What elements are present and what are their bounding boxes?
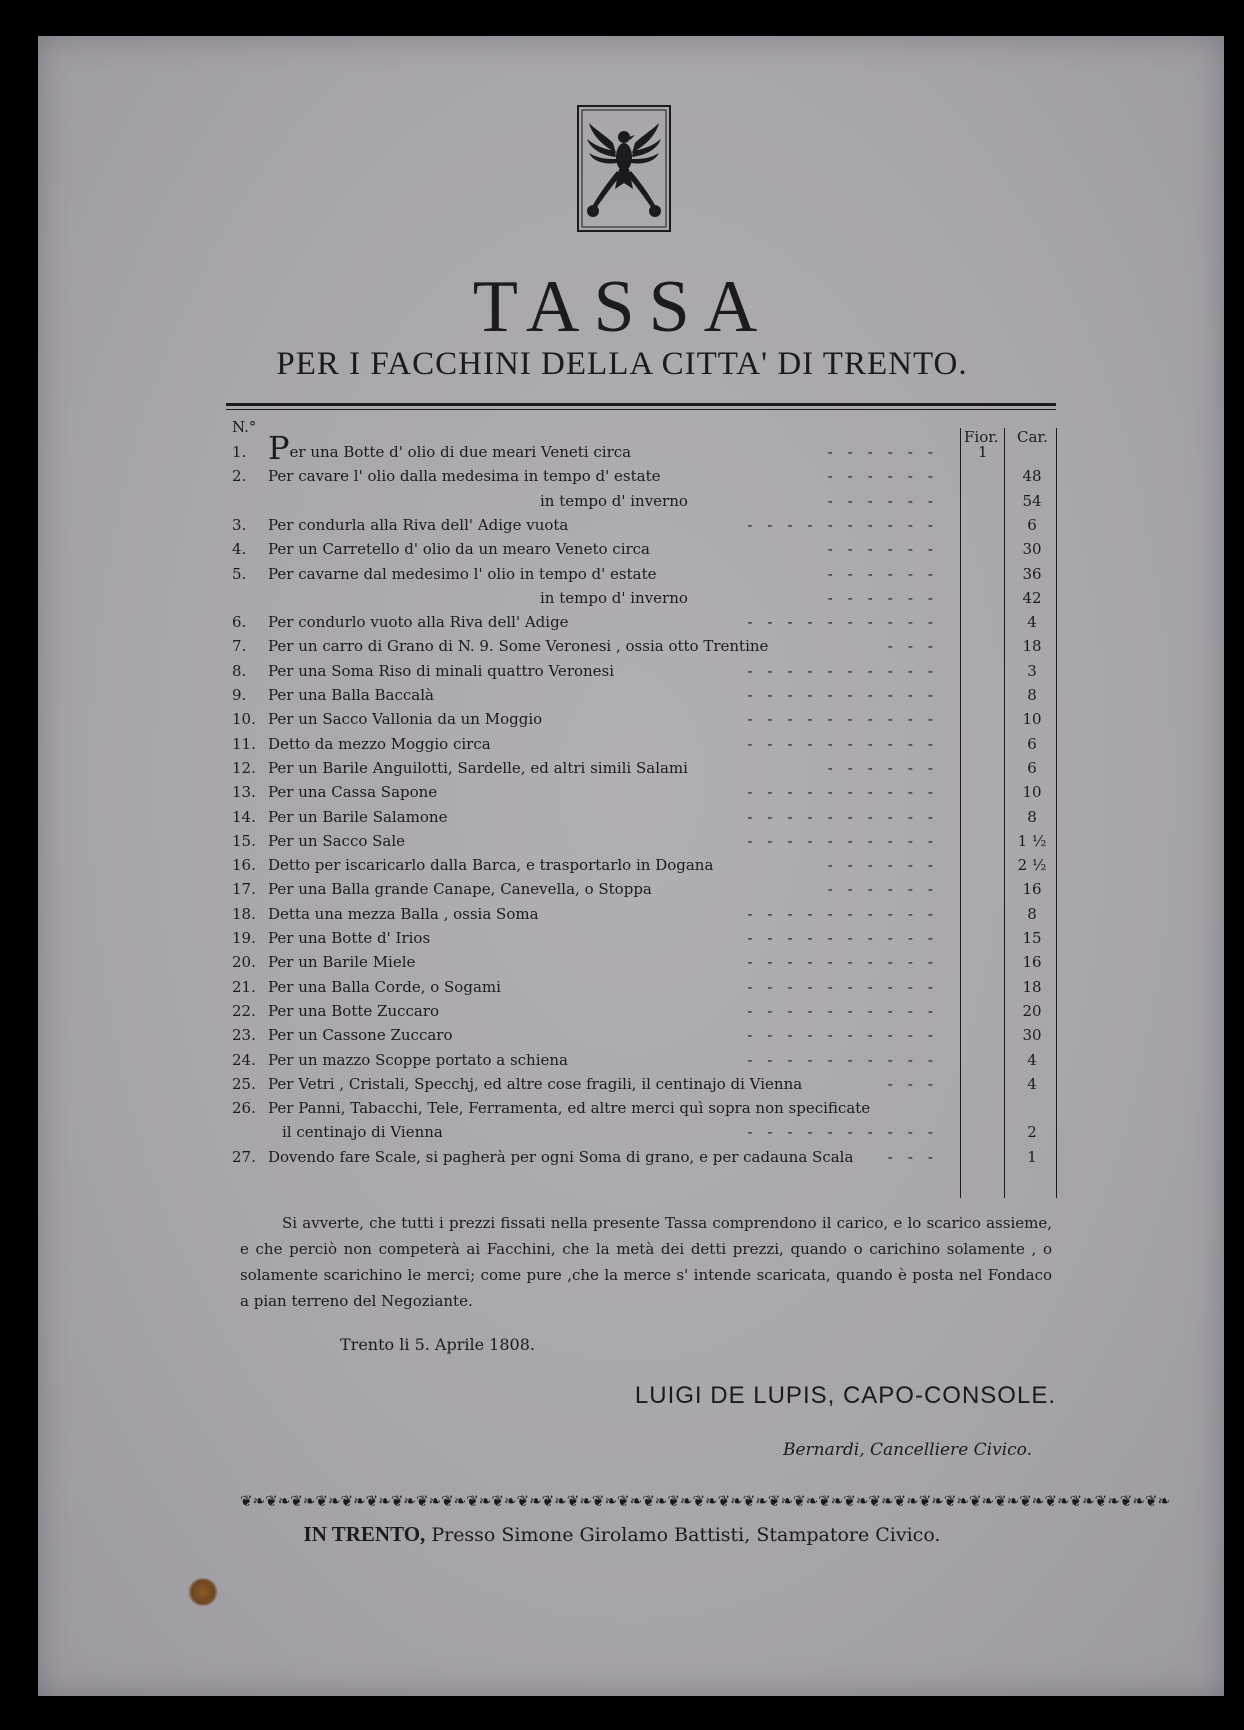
row-number: 26. [232, 1099, 256, 1118]
printer-imprint [0, 1522, 1244, 1547]
row-description-text: Per un mazzo Scoppe portato a schiena [268, 1050, 568, 1069]
table-row [0, 999, 1244, 1023]
leader-dashes: ---------- [747, 953, 948, 972]
row-number: 14. [232, 807, 256, 826]
row-description [268, 513, 568, 537]
leader-dashes: ------ [827, 880, 948, 899]
title-rule-thin [226, 409, 1056, 410]
eagle-crest-icon [577, 105, 671, 232]
table-row [0, 1145, 1244, 1169]
table-row [0, 756, 1244, 780]
row-description-text: Dovendo fare Scale, si pagherà per ogni Soma di grano, e per cadauna Scala [268, 1147, 854, 1166]
row-description [268, 950, 415, 974]
leader-dashes: ------ [827, 491, 948, 510]
table-row [0, 634, 1244, 658]
row-number: 16. [232, 856, 256, 875]
leader-dashes: ------ [827, 856, 948, 875]
table-row [0, 513, 1244, 537]
row-number: 22. [232, 1001, 256, 1020]
table-row [0, 1096, 1244, 1120]
row-number: 4. [232, 540, 247, 559]
car-value: 36 [1022, 564, 1042, 583]
table-row [0, 950, 1244, 974]
page-title: TASSA [472, 266, 772, 348]
car-value: 4 [1027, 1050, 1037, 1069]
row-number: 5. [232, 564, 247, 583]
car-value: 6 [1027, 758, 1037, 777]
row-description-text: Per un Barile Salamone [268, 807, 448, 826]
row-description-text: Per un carro di Grano di N. 9. Some Veronesi , ossia otto Trentine [268, 637, 769, 656]
leader-dashes: ---------- [747, 1001, 948, 1020]
row-description-text: Detto per iscaricarlo dalla Barca, e trasportarlo in Dogana [268, 856, 714, 875]
table-row [0, 732, 1244, 756]
leader-dashes: ---------- [747, 1123, 948, 1142]
car-value: 8 [1027, 686, 1037, 704]
row-number: 24. [232, 1050, 256, 1069]
row-description-text: Per una Soma Riso di minali quattro Veronesi [268, 661, 615, 680]
row-description-text: er una Botte d' olio di due meari Veneti circa [289, 443, 632, 461]
row-description-text: in tempo d' inverno [540, 588, 688, 607]
leader-dashes: ---------- [747, 977, 948, 996]
row-description [268, 464, 660, 488]
row-description [282, 1120, 443, 1144]
car-value: 2 ½ [1017, 856, 1047, 875]
row-number: 17. [232, 880, 256, 899]
row-description [268, 975, 501, 999]
row-description-text: Per un Sacco Vallonia da un Moggio [268, 710, 543, 729]
notice-paragraph: Si avverte, che tutti i prezzi fissati nella presente Tassa comprendono il carico, e lo scarico assieme, e che perciò non competerà ai Facchini, che la metà dei detti prezzi, quando o carichino solamente , o solamente scarichino le merci; come pure ,che la merce s' intende scaricata, quando è posta nel Fondaco a pian terreno del Negoziante. [240, 1214, 1052, 1310]
row-description [268, 1023, 453, 1047]
leader-dashes: ------ [827, 540, 948, 559]
row-description-text: in tempo d' inverno [540, 491, 688, 510]
row-description [268, 1048, 568, 1072]
table-row [0, 659, 1244, 683]
car-value: 6 [1027, 734, 1037, 753]
leader-dashes: ------ [827, 758, 948, 777]
page-subtitle: PER I FACCHINI DELLA CITTA' DI TRENTO. [276, 346, 968, 382]
row-description [268, 634, 768, 658]
car-value: 30 [1022, 540, 1042, 559]
table-row [0, 1023, 1244, 1047]
row-description [268, 756, 688, 780]
row-number: 23. [232, 1026, 256, 1045]
table-row [0, 829, 1244, 853]
row-description [268, 659, 614, 683]
row-description-text: Per una Balla Corde, o Sogami [268, 977, 501, 996]
row-number: 10. [232, 710, 256, 729]
table-row [0, 877, 1244, 901]
row-description-text: Per un Cassone Zuccaro [268, 1026, 453, 1045]
row-number: 9. [232, 686, 247, 704]
table-row [0, 537, 1244, 561]
row-description [268, 926, 430, 950]
row-description [268, 853, 713, 877]
leader-dashes: ---------- [747, 515, 948, 534]
row-description [268, 429, 632, 467]
row-description-text: Detta una mezza Balla , ossia Soma [268, 904, 539, 923]
row-description-text: Per un Sacco Sale [268, 831, 406, 850]
car-value: 48 [1022, 467, 1042, 486]
row-description [268, 780, 437, 804]
row-description-text: Per Panni, Tabacchi, Tele, Ferramenta, ed altre merci quì sopra non specificate [268, 1099, 871, 1118]
row-number: 21. [232, 977, 256, 996]
row-description [268, 610, 569, 634]
car-value: 18 [1022, 637, 1042, 656]
table-row [0, 1072, 1244, 1096]
table-row [0, 975, 1244, 999]
chancellor-signature: Bernardi, Cancelliere Civico. [783, 1440, 1032, 1460]
row-description-text: il centinajo di Vienna [282, 1123, 443, 1142]
car-value: 8 [1027, 904, 1037, 923]
row-description-text: Per una Balla grande Canape, Canevella, o Stoppa [268, 880, 652, 899]
table-row [0, 707, 1244, 731]
table-row [0, 853, 1244, 877]
row-number: 20. [232, 953, 256, 972]
leader-dashes: ---------- [747, 904, 948, 923]
row-number: 12. [232, 758, 256, 777]
car-value: 10 [1022, 710, 1042, 729]
leader-dashes: ------ [827, 467, 948, 486]
printer-city: IN TRENTO, [303, 1522, 426, 1546]
car-value: 8 [1027, 807, 1037, 826]
car-value: 16 [1022, 880, 1042, 899]
leader-dashes: ---------- [747, 613, 948, 632]
row-description-text: Per una Botte Zuccaro [268, 1001, 440, 1020]
car-value: 16 [1022, 953, 1042, 972]
row-description [268, 829, 405, 853]
car-value: 15 [1022, 929, 1042, 947]
row-description-text: Per condurlo vuoto alla Riva dell' Adige [268, 613, 569, 632]
row-description-text: Per una Balla Baccalà [268, 686, 434, 704]
row-description-text: Per un Barile Miele [268, 953, 416, 972]
row-description [268, 805, 447, 829]
row-description [540, 489, 688, 513]
number-column-header: N.° [232, 418, 257, 436]
leader-dashes: ---------- [747, 661, 948, 680]
leader-dashes: --- [887, 1074, 948, 1093]
car-value: 2 [1027, 1123, 1037, 1142]
row-description [268, 537, 650, 561]
car-column-header: Car. [1017, 428, 1048, 446]
table-row [0, 683, 1244, 707]
leader-dashes: --- [887, 1147, 948, 1166]
table-row [0, 610, 1244, 634]
fior-column-header: Fior. [964, 428, 999, 446]
leader-dashes: ---------- [747, 807, 948, 826]
row-number: 1. [232, 443, 247, 461]
table-row [0, 780, 1244, 804]
row-number: 13. [232, 783, 256, 802]
drop-cap: P [268, 429, 290, 467]
row-description-text: Per cavare l' olio dalla medesima in tempo d' estate [268, 467, 661, 486]
leader-dashes: ---------- [747, 734, 948, 753]
table-row [0, 464, 1244, 488]
car-value: 54 [1022, 491, 1042, 510]
row-description [540, 586, 688, 610]
row-number: 11. [232, 734, 256, 753]
leader-dashes: ---------- [747, 1026, 948, 1045]
row-description [268, 1096, 870, 1120]
leader-dashes: ---------- [747, 929, 948, 947]
row-number: 19. [232, 929, 256, 947]
car-value: 1 ½ [1017, 831, 1047, 850]
fior-value: 1 [978, 443, 988, 461]
row-number: 3. [232, 515, 247, 534]
table-row [0, 805, 1244, 829]
row-description-text: Per Vetri , Cristali, Specchj, ed altre cose fragili, il centinajo di Vienna [268, 1074, 803, 1093]
car-value: 6 [1027, 515, 1037, 534]
row-description [268, 902, 539, 926]
table-row [0, 1048, 1244, 1072]
row-description [268, 1072, 802, 1096]
row-number: 7. [232, 637, 247, 656]
table-row [0, 489, 1244, 513]
signer-name: LUIGI DE LUPIS, CAPO-CONSOLE. [634, 1382, 1056, 1409]
row-description-text: Per una Cassa Sapone [268, 783, 438, 802]
car-value: 10 [1022, 783, 1042, 802]
row-description [268, 732, 491, 756]
table-row [0, 562, 1244, 586]
row-number: 27. [232, 1147, 256, 1166]
row-description [268, 683, 434, 707]
leader-dashes: ---------- [747, 783, 948, 802]
row-description [268, 999, 439, 1023]
table-row [0, 586, 1244, 610]
car-value: 4 [1027, 1074, 1037, 1093]
row-description-text: Detto da mezzo Moggio circa [268, 734, 491, 753]
row-description-text: Per un Barile Anguilotti, Sardelle, ed altri simili Salami [268, 758, 688, 777]
printer-details: Presso Simone Girolamo Battisti, Stampatore Civico. [425, 1524, 941, 1546]
car-value: 30 [1022, 1026, 1042, 1045]
row-description [268, 877, 652, 901]
leader-dashes: --- [887, 637, 948, 656]
date-line: Trento li 5. Aprile 1808. [340, 1335, 535, 1354]
leader-dashes: ---------- [747, 710, 948, 729]
row-number: 25. [232, 1074, 256, 1093]
table-row [0, 902, 1244, 926]
row-description-text: Per una Botte d' Irios [268, 929, 431, 947]
leader-dashes: ---------- [747, 1050, 948, 1069]
car-value: 1 [1027, 1147, 1037, 1166]
row-number: 8. [232, 661, 247, 680]
row-description-text: Per condurla alla Riva dell' Adige vuota [268, 515, 569, 534]
row-description [268, 1145, 853, 1169]
row-number: 18. [232, 904, 256, 923]
row-description [268, 562, 657, 586]
table-row [0, 1120, 1244, 1144]
leader-dashes: ---------- [747, 831, 948, 850]
car-value: 18 [1022, 977, 1042, 996]
row-number: 2. [232, 467, 247, 486]
leader-dashes: ------ [827, 443, 948, 461]
car-value: 20 [1022, 1001, 1042, 1020]
row-description-text: Per cavarne dal medesimo l' olio in tempo d' estate [268, 564, 657, 583]
row-description [268, 707, 542, 731]
car-value: 42 [1022, 588, 1042, 607]
row-number: 15. [232, 831, 256, 850]
car-value: 4 [1027, 613, 1037, 632]
leader-dashes: ------ [827, 564, 948, 583]
leader-dashes: ------ [827, 588, 948, 607]
car-value: 3 [1027, 661, 1037, 680]
paper-stain [188, 1578, 218, 1606]
row-number: 6. [232, 613, 247, 632]
table-row [0, 926, 1244, 950]
row-description-text: Per un Carretello d' olio da un mearo Veneto circa [268, 540, 651, 559]
ornamental-border: ❦❧❦❧❦❧❦❧❦❧❦❧❦❧❦❧❦❧❦❧❦❧❦❧❦❧❦❧❦❧❦❧❦❧❦❧❦❧❦❧❦❧❦❧❦❧❦❧❦❧❦❧❦❧❦❧❦❧❦❧❦❧❦❧❦❧❦❧❦❧❦❧❦❧ [240, 1492, 1171, 1510]
title-rule [226, 403, 1056, 406]
leader-dashes: ---------- [747, 686, 948, 704]
